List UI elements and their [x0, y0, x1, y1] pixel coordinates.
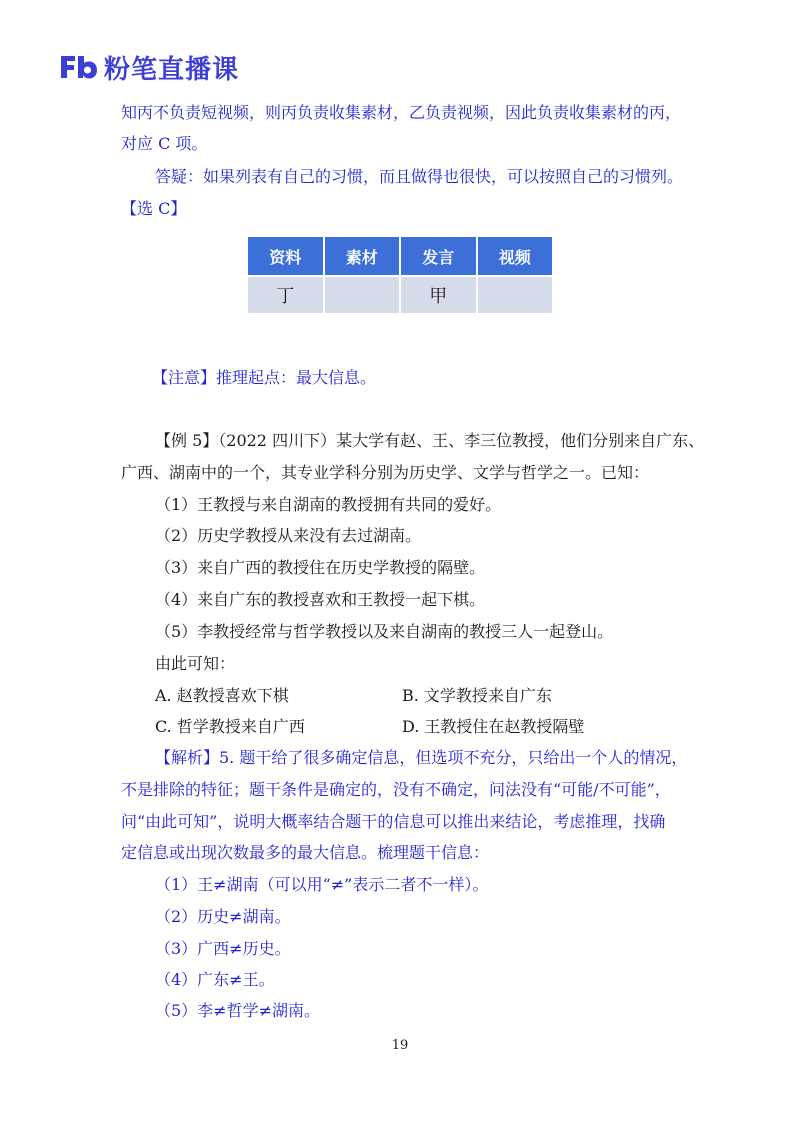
- analysis-item-3: （3）广西≠历史。: [155, 939, 291, 958]
- explanation-line-1: 知丙不负责短视频，则丙负责收集素材，乙负责视频，因此负责收集素材的丙，: [121, 103, 682, 122]
- analysis-line-3: 问“由此可知”，说明大概率结合题干的信息可以推出来结论，考虑推理，找确: [121, 812, 666, 831]
- assignment-table-grid: [246, 235, 554, 315]
- note-line: 【注意】推理起点：最大信息。: [152, 368, 377, 387]
- condition-5: （5）李教授经常与哲学教授以及来自湖南的教授三人一起登山。: [155, 622, 614, 641]
- option-c: C. 哲学教授来自广西: [155, 717, 305, 736]
- explanation-line-2: 对应 C 项。: [121, 134, 208, 153]
- example-line-1: 【例 5】（2022 四川下）某大学有赵、王、李三位教授，他们分别来自广东、: [155, 431, 705, 450]
- table-cell: [477, 276, 553, 314]
- analysis-item-4: （4）广东≠王。: [155, 970, 275, 989]
- page-number: 19: [391, 1038, 409, 1053]
- fenbi-logo-icon: [58, 53, 100, 81]
- query-line: 答疑：如果列表有自己的习惯，而且做得也很快，可以按照自己的习惯列。: [155, 167, 684, 186]
- table-cell: [324, 276, 400, 314]
- option-a: A. 赵教授喜欢下棋: [155, 686, 289, 705]
- analysis-item-1: （1）王≠湖南（可以用“≠”表示二者不一样）。: [155, 875, 489, 894]
- analysis-line-4: 定信息或出现次数最多的最大信息。梳理题干信息：: [121, 843, 490, 862]
- condition-1: （1）王教授与来自湖南的教授拥有共同的爱好。: [155, 495, 502, 514]
- analysis-item-5: （5）李≠哲学≠湖南。: [155, 1001, 320, 1020]
- table-row: [247, 276, 553, 314]
- condition-4: （4）来自广东的教授喜欢和王教授一起下棋。: [155, 590, 486, 609]
- analysis-line-1: 【解析】5. 题干给了很多确定信息，但选项不充分，只给出一个人的情况，: [155, 748, 688, 767]
- option-d: D. 王教授住在赵教授隔壁: [402, 717, 585, 736]
- table-cell: 丁: [247, 276, 324, 314]
- example-line-2: 广西、湖南中的一个，其专业学科分别为历史学、文学与哲学之一。已知：: [121, 463, 650, 482]
- table-header-row: [247, 236, 553, 276]
- table-header-cell: 视频: [477, 236, 553, 276]
- brand-name: 粉笔直播课: [104, 54, 240, 85]
- analysis-line-2: 不是排除的特征；题干条件是确定的，没有不确定，问法没有“可能/不可能”，: [121, 780, 671, 799]
- analysis-item-2: （2）历史≠湖南。: [155, 907, 291, 926]
- condition-2: （2）历史学教授从来没有去过湖南。: [155, 526, 422, 545]
- option-b: B. 文学教授来自广东: [402, 686, 552, 705]
- answer-line: 【选 C】: [121, 199, 187, 218]
- brand-logo: [58, 52, 240, 85]
- question-prompt: 由此可知：: [155, 654, 236, 673]
- assignment-table: [246, 235, 554, 311]
- table-header-cell: 素材: [324, 236, 400, 276]
- table-header-cell: 资料: [247, 236, 324, 276]
- condition-3: （3）来自广西的教授住在历史学教授的隔壁。: [155, 558, 486, 577]
- table-header-cell: 发言: [400, 236, 477, 276]
- table-cell: 甲: [400, 276, 477, 314]
